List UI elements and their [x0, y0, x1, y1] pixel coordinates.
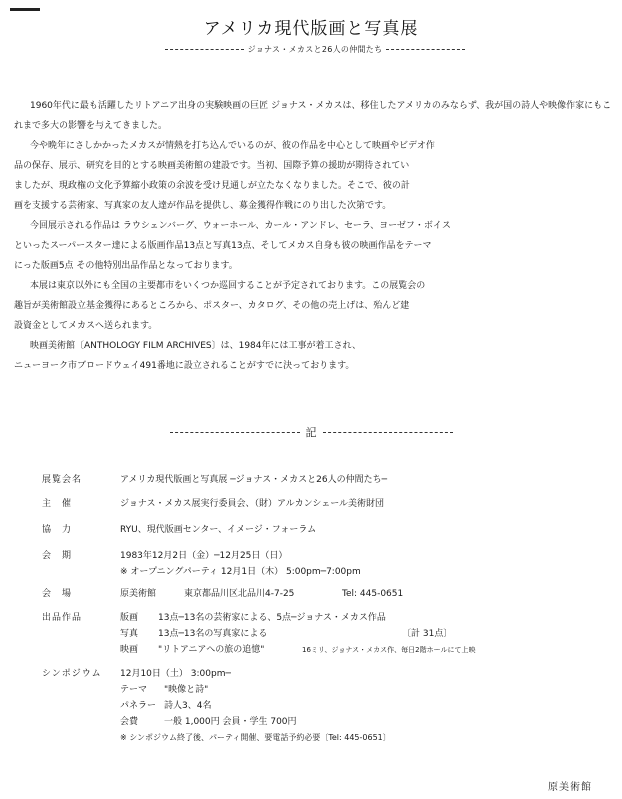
subtitle-row — [165, 42, 465, 56]
opening-party-note: ※ オープニングパーティ 12月1日（木） 5:00pm─7:00pm — [120, 567, 361, 577]
detail-label: 会 場 — [42, 589, 73, 599]
panel-value: 詩人3、4名 — [164, 701, 212, 711]
footer-signature: 原美術館 — [548, 782, 592, 793]
paragraph-1 — [14, 96, 614, 136]
detail-label: 展覧会名 — [42, 475, 83, 485]
panel-label: パネラー — [120, 701, 157, 711]
film-note: 16ミリ、ジョナス・メカス作、毎日2階ホールにて上映 — [302, 646, 476, 654]
ki-rule-right — [323, 432, 453, 433]
paragraph-4 — [14, 276, 614, 336]
fee-label: 会費 — [120, 717, 139, 727]
film-label: 映画 — [120, 645, 139, 655]
venue-tel: Tel: 445-0651 — [342, 589, 404, 599]
paragraph-3 — [14, 216, 614, 276]
photos-label: 写真 — [120, 629, 139, 639]
detail-value: 1983年12月2日（金）─12月25日（日） — [120, 551, 288, 561]
body-text — [14, 96, 614, 376]
detail-label: 出品作品 — [42, 613, 83, 623]
prints-label: 版画 — [120, 613, 139, 623]
detail-value: ジョナス・メカス展実行委員会、（財）アルカンシェール美術財団 — [120, 499, 385, 509]
detail-label: 会 期 — [42, 551, 73, 561]
paragraph-line: 画を支援する芸術家、写真家の友人達が作品を提供し、募金獲得作戦にのり出した次第です。 — [14, 201, 392, 211]
paragraph-line: 映画美術館〔ANTHOLOGY FILM ARCHIVES〕は、1984年には工事が着工され、 — [30, 341, 362, 351]
corner-mark — [10, 8, 40, 11]
venue-address: 東京都品川区北品川4-7-25 — [184, 589, 295, 599]
paragraph-2 — [14, 136, 614, 216]
detail-value: RYU、現代版画センター、イメージ・フォーラム — [120, 525, 317, 535]
ki-separator — [0, 425, 622, 439]
ki-label: 記 — [305, 426, 317, 439]
paragraph-line: 1960年代に最も活躍したリトアニア出身の実験映画の巨匠 ジョナス・メカスは、移住したアメリカのみならず、我が国の詩人や映像作家にもこれまで多大の影響を与えてきました。 — [14, 101, 612, 131]
paragraph-line: 設資金としてメカスへ送られます。 — [14, 321, 158, 331]
venue-name: 原美術館 — [120, 589, 157, 599]
paragraph-line: 趣旨が美術館設立基金獲得にあるところから、ポスター、カタログ、その他の売上げは、殆んど建 — [14, 301, 410, 311]
paragraph-line: 今や晩年にさしかかったメカスが情熱を打ち込んでいるのが、彼の作品を中心として映画やビデオ作 — [30, 141, 435, 151]
paragraph-5 — [14, 336, 614, 376]
paragraph-line: といったスーパースター達による版画作品13点と写真13点、そしてメカス自身も彼の映画作品をテーマ — [14, 241, 432, 251]
detail-label: 主 催 — [42, 499, 73, 509]
ki-rule-left — [170, 432, 300, 433]
theme-label: テーマ — [120, 685, 148, 695]
works-total: 〔計 31点〕 — [402, 629, 453, 639]
subtitle-rule-left — [165, 49, 244, 50]
subtitle-rule-right — [386, 49, 465, 50]
film-title: "リトアニアへの旅の追憶" — [158, 645, 265, 655]
detail-label: 協 力 — [42, 525, 73, 535]
symposium-date: 12月10日（土） 3:00pm─ — [120, 669, 231, 679]
detail-label: シンポジウム — [42, 669, 102, 679]
photos-value: 13点─13名の写真家による — [158, 629, 268, 639]
paragraph-line: ニューヨーク市ブロードウェイ491番地に設立されることがすでに決っております。 — [14, 361, 355, 371]
detail-value: アメリカ現代版画と写真展 ─ジョナス・メカスと26人の仲間たち─ — [120, 475, 387, 485]
theme-value: "映像と詩" — [164, 685, 209, 695]
document-subtitle: ジョナス・メカスと26人の仲間たち — [247, 44, 383, 54]
fee-value: 一般 1,000円 会員・学生 700円 — [164, 717, 297, 727]
paragraph-line: 本展は東京以外にも全国の主要都市をいくつか巡回することが予定されております。この展覧会の — [30, 281, 426, 291]
document-title: アメリカ現代版画と写真展 — [203, 19, 419, 39]
paragraph-line: 今回展示される作品は ラウシェンバーグ、ウォーホール、カール・アンドレ、セーラ、ヨーゼフ・ボイス — [30, 221, 451, 231]
paragraph-line: 品の保存、展示、研究を目的とする映画美術館の建設です。当初、国際予算の援助が期待されてい — [14, 161, 410, 171]
paragraph-line: ましたが、現政権の文化予算縮小政策の余波を受け見通しが立たなくなりました。そこで、彼の計 — [14, 181, 410, 191]
symposium-note: ※ シンポジウム終了後、パーティ開催、要電話予約必要〔Tel: 445-0651〕 — [120, 733, 391, 742]
prints-value: 13点─13名の芸術家による、5点─ジョナス・メカス作品 — [158, 613, 386, 623]
paragraph-line: にった版画5点 その他特別出品作品となっております。 — [14, 261, 238, 271]
